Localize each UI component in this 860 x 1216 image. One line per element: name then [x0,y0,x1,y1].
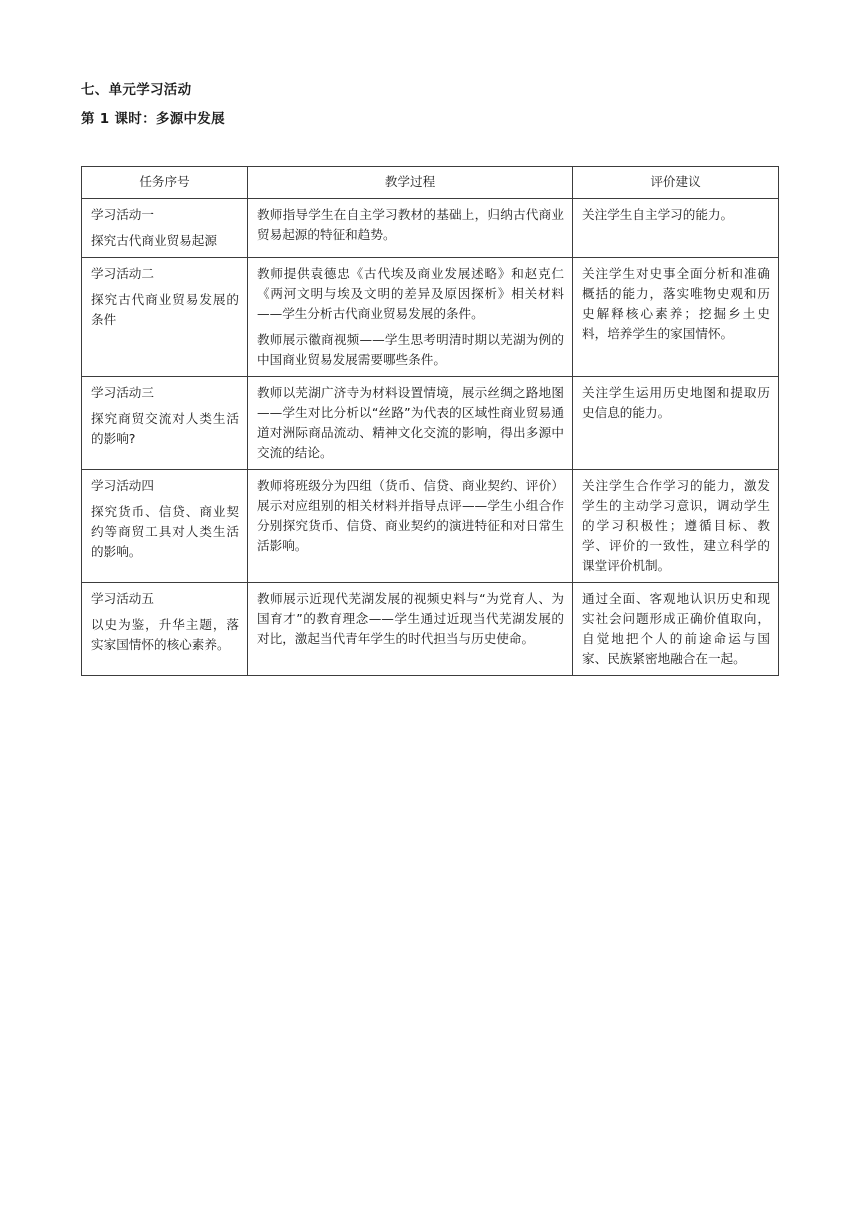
task-title: 学习活动二 [91,266,154,281]
table-row [82,583,779,676]
evaluation-cell: 关注学生对史事全面分析和准确概括的能力，落实唯物史观和历史解释核心素养；挖掘乡土史料，培养学生的家国情怀。 [573,258,779,377]
task-title: 学习活动一 [91,207,154,222]
process-cell [248,583,573,676]
table-row [82,377,779,470]
column-header-process: 教学过程 [248,167,573,199]
process-paragraph: 教师以芜湖广济寺为材料设置情境，展示丝绸之路地图——学生对比分析以“丝路”为代表的区域性商业贸易通道对洲际商品流动、精神文化交流的影响，得出多源中交流的结论。 [257,385,564,460]
evaluation-cell: 关注学生运用历史地图和提取历史信息的能力。 [573,377,779,470]
process-paragraph: 教师展示近现代芜湖发展的视频史料与“为党育人、为国育才”的教育理念——学生通过近现当代芜湖发展的对比，激起当代青年学生的时代担当与历史使命。 [257,591,564,646]
task-cell [82,583,248,676]
process-paragraph: 教师提供袁德忠《古代埃及商业发展述略》和赵克仁《两河文明与埃及文明的差异及原因探析》相关材料——学生分析古代商业贸易发展的条件。 [257,266,564,321]
task-title: 学习活动四 [91,478,154,493]
task-cell [82,258,248,377]
task-title: 学习活动五 [91,591,154,606]
evaluation-cell: 关注学生合作学习的能力，激发学生的主动学习意识，调动学生的学习积极性；遵循目标、教学、评价的一致性，建立科学的课堂评价机制。 [573,470,779,583]
task-title: 学习活动三 [91,385,154,400]
column-header-task: 任务序号 [82,167,248,199]
task-cell [82,377,248,470]
table-header-row [82,167,779,199]
evaluation-cell: 通过全面、客观地认识历史和现实社会问题形成正确价值取向，自觉地把个人的前途命运与国家、民族紧密地融合在一起。 [573,583,779,676]
section-heading: 七、单元学习活动 [81,82,192,98]
process-cell [248,199,573,258]
task-cell [82,199,248,258]
process-cell [248,377,573,470]
lesson-heading: 第 1 课时：多源中发展 [81,111,225,127]
process-cell [248,258,573,377]
column-header-evaluation: 评价建议 [573,167,779,199]
process-paragraph: 教师将班级分为四组（货币、信贷、商业契约、评价）展示对应组别的相关材料并指导点评——学生小组合作分别探究货币、信贷、商业契约的演进特征和对日常生活影响。 [257,478,564,553]
table-row [82,258,779,377]
table-row [82,199,779,258]
task-description: 探究货币、信贷、商业契约等商贸工具对人类生活的影响。 [91,504,239,559]
task-description: 探究古代商业贸易发展的条件 [91,292,239,327]
process-cell [248,470,573,583]
process-paragraph: 教师展示徽商视频——学生思考明清时期以芜湖为例的中国商业贸易发展需要哪些条件。 [257,332,564,367]
task-cell [82,470,248,583]
task-description: 探究古代商业贸易起源 [91,233,217,248]
task-description: 探究商贸交流对人类生活的影响? [91,411,239,446]
activity-table [81,166,779,676]
evaluation-cell: 关注学生自主学习的能力。 [573,199,779,258]
table-row [82,470,779,583]
task-description: 以史为鉴，升华主题，落实家国情怀的核心素养。 [91,617,239,652]
process-paragraph: 教师指导学生在自主学习教材的基础上，归纳古代商业贸易起源的特征和趋势。 [257,207,564,242]
